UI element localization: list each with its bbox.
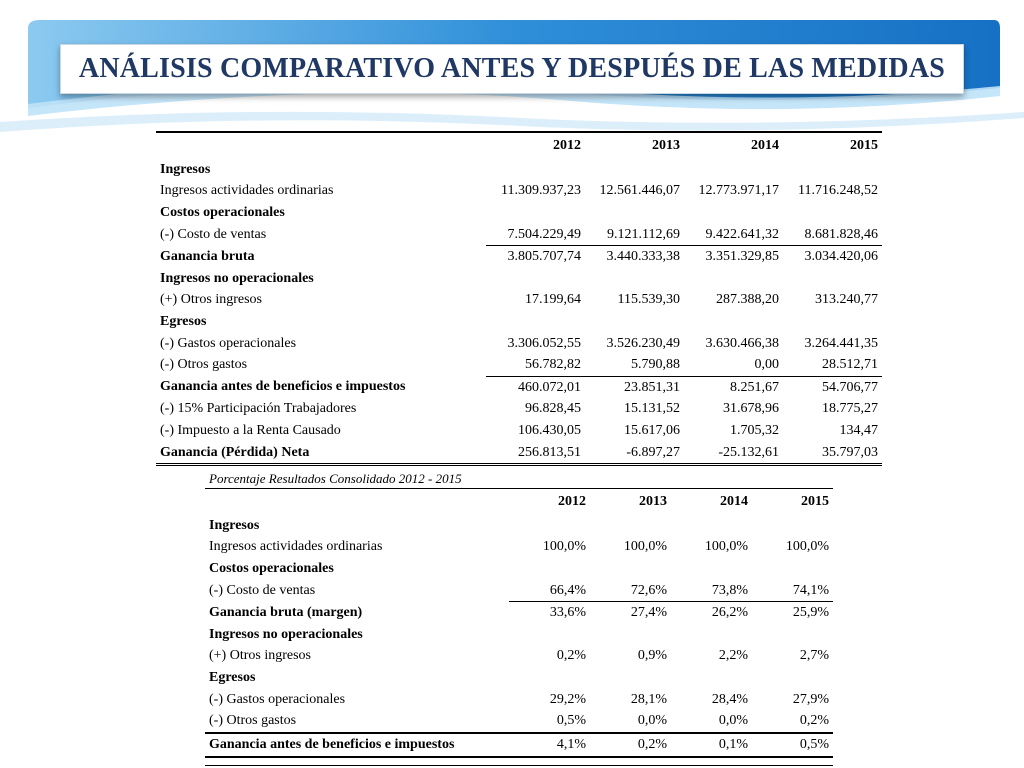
row-label: Costos operacionales xyxy=(160,204,285,220)
value-cell: 26,2% xyxy=(711,605,748,621)
row-label: (-) Costo de ventas xyxy=(209,582,316,598)
year-header-2014: 2014 xyxy=(720,494,748,509)
table-row xyxy=(156,442,882,465)
value-cell: 0,9% xyxy=(637,648,667,664)
table-row xyxy=(156,290,882,312)
value-cell: 3.264.441,35 xyxy=(804,335,878,351)
row-label: Ganancia bruta xyxy=(160,248,255,264)
value-cell: 27,9% xyxy=(792,691,829,707)
value-cell: 0,2% xyxy=(556,648,586,664)
value-cell: 3.440.333,38 xyxy=(606,249,680,265)
header-label-cell xyxy=(156,132,486,159)
table-caption: Porcentaje Resultados Consolidado 2012 - 2015 xyxy=(205,470,833,489)
value-cell: 33,6% xyxy=(549,605,586,621)
table-row xyxy=(156,202,882,224)
table-row xyxy=(156,399,882,421)
value-cell xyxy=(590,624,671,646)
row-label: (+) Otros ingresos xyxy=(209,648,311,664)
value-cell: 17.199,64 xyxy=(525,292,581,308)
value-cell: 3.306.052,55 xyxy=(507,335,581,351)
table-row xyxy=(205,646,833,668)
table-row xyxy=(156,268,882,290)
table-row xyxy=(156,311,882,333)
value-cell xyxy=(671,667,752,689)
percentage-results-table xyxy=(205,470,833,758)
table-row xyxy=(156,159,882,181)
value-cell: 100,0% xyxy=(542,539,586,555)
header-label-cell xyxy=(205,489,509,516)
value-cell: 2,7% xyxy=(799,648,829,664)
value-cell: 11.309.937,23 xyxy=(501,183,581,199)
table-row xyxy=(205,710,833,733)
value-cell: 0,00 xyxy=(684,354,783,376)
value-cell: 3.805.707,74 xyxy=(507,249,581,265)
value-cell xyxy=(486,159,585,181)
table-caption-row xyxy=(205,470,833,489)
value-cell: 72,6% xyxy=(590,580,671,602)
value-cell xyxy=(684,268,783,290)
table-row xyxy=(205,558,833,580)
value-cell xyxy=(486,268,585,290)
table-row xyxy=(205,580,833,602)
year-header-2015: 2015 xyxy=(801,494,829,509)
value-cell: 28.512,71 xyxy=(783,354,882,376)
year-header-2013: 2013 xyxy=(639,494,667,509)
value-cell xyxy=(509,558,590,580)
year-header-2013: 2013 xyxy=(652,138,680,153)
row-label: (-) Impuesto a la Renta Causado xyxy=(160,422,341,438)
row-label: Egresos xyxy=(209,669,256,685)
year-header-row xyxy=(156,132,882,159)
value-cell: 9.121.112,69 xyxy=(585,224,684,246)
value-cell xyxy=(509,515,590,537)
value-cell: 66,4% xyxy=(509,580,590,602)
year-header-2012: 2012 xyxy=(553,138,581,153)
value-cell: 23.851,31 xyxy=(624,379,680,395)
value-cell: 100,0% xyxy=(704,539,748,555)
year-header-2015: 2015 xyxy=(850,138,878,153)
table-row xyxy=(156,181,882,203)
row-label: Ganancia antes de beneficios e impuestos xyxy=(205,733,509,757)
value-cell xyxy=(590,558,671,580)
value-cell: 18.775,27 xyxy=(822,401,878,417)
table-row xyxy=(205,602,833,624)
value-cell: 0,5% xyxy=(556,713,586,729)
table-row xyxy=(205,667,833,689)
value-cell: 0,2% xyxy=(590,733,671,757)
value-cell: 0,5% xyxy=(752,733,833,757)
value-cell: 0,0% xyxy=(718,713,748,729)
slide-title: ANÁLISIS COMPARATIVO ANTES Y DESPUÉS DE LAS MEDIDAS xyxy=(78,53,946,84)
value-cell xyxy=(585,159,684,181)
row-label: (-) Gastos operacionales xyxy=(209,691,346,707)
value-cell: 2,2% xyxy=(718,648,748,664)
row-label: (-) Otros gastos xyxy=(160,357,248,373)
value-cell xyxy=(486,311,585,333)
row-label: Ganancia antes de beneficios e impuestos xyxy=(160,379,406,395)
table-row xyxy=(205,624,833,646)
table-row xyxy=(205,515,833,537)
table-row xyxy=(156,246,882,268)
value-cell: 27,4% xyxy=(630,605,667,621)
value-cell xyxy=(585,202,684,224)
value-cell: 15.617,06 xyxy=(624,422,680,438)
value-cell xyxy=(671,624,752,646)
value-cell xyxy=(752,558,833,580)
value-cell xyxy=(671,558,752,580)
value-cell: 115.539,30 xyxy=(617,292,680,308)
value-cell xyxy=(752,515,833,537)
value-cell: 9.422.641,32 xyxy=(684,224,783,246)
value-cell xyxy=(585,311,684,333)
value-cell xyxy=(783,159,882,181)
value-cell xyxy=(684,202,783,224)
year-header-2012: 2012 xyxy=(558,494,586,509)
value-cell xyxy=(590,667,671,689)
row-label: (-) Gastos operacionales xyxy=(160,335,297,351)
value-cell: 5.790,88 xyxy=(585,354,684,376)
value-cell xyxy=(486,202,585,224)
value-cell: 0,2% xyxy=(799,713,829,729)
value-cell: 56.782,82 xyxy=(486,354,585,376)
row-label: Ingresos actividades ordinarias xyxy=(160,183,334,199)
value-cell: 313.240,77 xyxy=(815,292,878,308)
table-row xyxy=(156,333,882,355)
value-cell xyxy=(752,624,833,646)
value-cell: 100,0% xyxy=(785,539,829,555)
table-row xyxy=(205,733,833,757)
value-cell: 28,1% xyxy=(630,691,667,707)
financial-results-table xyxy=(156,131,882,466)
value-cell: 96.828,45 xyxy=(525,401,581,417)
value-cell xyxy=(671,515,752,537)
row-label: Ingresos actividades ordinarias xyxy=(209,539,383,555)
value-cell: 29,2% xyxy=(549,691,586,707)
value-cell: 3.034.420,06 xyxy=(804,249,878,265)
value-cell: 31.678,96 xyxy=(723,401,779,417)
row-label: Ganancia bruta (margen) xyxy=(209,604,363,620)
value-cell: 3.630.466,38 xyxy=(705,335,779,351)
value-cell: 35.797,03 xyxy=(783,442,882,465)
year-header-2014: 2014 xyxy=(751,138,779,153)
value-cell: 12.773.971,17 xyxy=(698,183,779,199)
value-cell: 28,4% xyxy=(711,691,748,707)
value-cell xyxy=(684,311,783,333)
table-row xyxy=(205,689,833,711)
value-cell: 287.388,20 xyxy=(716,292,779,308)
value-cell xyxy=(783,311,882,333)
value-cell: 8.681.828,46 xyxy=(783,224,882,246)
value-cell: 4,1% xyxy=(509,733,590,757)
row-label: (+) Otros ingresos xyxy=(160,292,262,308)
value-cell: 12.561.446,07 xyxy=(599,183,680,199)
value-cell xyxy=(783,202,882,224)
value-cell: 11.716.248,52 xyxy=(798,183,878,199)
slide-title-box xyxy=(60,44,964,94)
value-cell: 74,1% xyxy=(752,580,833,602)
row-label: Costos operacionales xyxy=(209,560,334,576)
table-row xyxy=(205,537,833,559)
row-label: Ganancia (Pérdida) Neta xyxy=(156,442,486,465)
table-row xyxy=(156,420,882,442)
value-cell: 15.131,52 xyxy=(624,401,680,417)
row-label: Ingresos no operacionales xyxy=(209,626,363,642)
year-header-row xyxy=(205,489,833,516)
value-cell: 25,9% xyxy=(792,605,829,621)
table-row xyxy=(156,224,882,246)
value-cell: 106.430,05 xyxy=(518,422,581,438)
value-cell: 134,47 xyxy=(839,422,878,438)
value-cell: 3.526.230,49 xyxy=(606,335,680,351)
value-cell: 73,8% xyxy=(671,580,752,602)
value-cell xyxy=(509,624,590,646)
value-cell: 54.706,77 xyxy=(822,379,878,395)
row-label: (-) 15% Participación Trabajadores xyxy=(160,401,357,417)
value-cell xyxy=(509,667,590,689)
table-bottom-rule xyxy=(205,765,833,766)
value-cell xyxy=(752,667,833,689)
value-cell: 256.813,51 xyxy=(486,442,585,465)
value-cell: 100,0% xyxy=(623,539,667,555)
value-cell xyxy=(585,268,684,290)
row-label: Ingresos xyxy=(209,517,260,533)
value-cell: 3.351.329,85 xyxy=(705,249,779,265)
value-cell: 1.705,32 xyxy=(730,422,779,438)
value-cell: 0,0% xyxy=(637,713,667,729)
value-cell xyxy=(684,159,783,181)
row-label: Ingresos xyxy=(160,161,211,177)
value-cell xyxy=(783,268,882,290)
table-row xyxy=(156,354,882,376)
row-label: Egresos xyxy=(160,313,207,329)
row-label: (-) Costo de ventas xyxy=(160,226,267,242)
value-cell: -6.897,27 xyxy=(585,442,684,465)
value-cell: -25.132,61 xyxy=(684,442,783,465)
value-cell xyxy=(590,515,671,537)
value-cell: 7.504.229,49 xyxy=(486,224,585,246)
value-cell: 8.251,67 xyxy=(730,379,779,395)
row-label: Ingresos no operacionales xyxy=(160,270,314,286)
row-label: (-) Otros gastos xyxy=(209,713,297,729)
value-cell: 0,1% xyxy=(671,733,752,757)
value-cell: 460.072,01 xyxy=(518,379,581,395)
table-row xyxy=(156,376,882,398)
